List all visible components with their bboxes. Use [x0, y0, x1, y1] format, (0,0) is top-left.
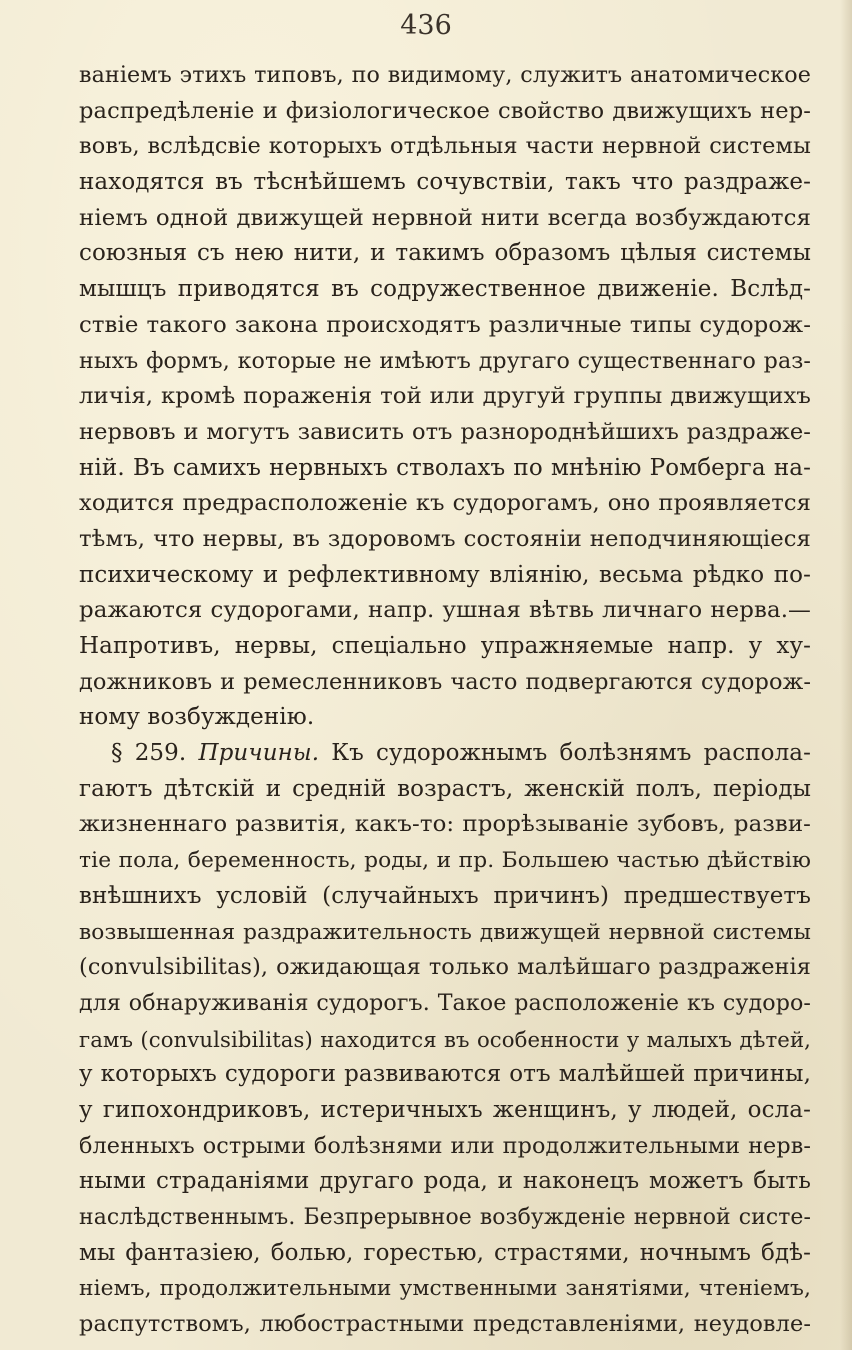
body-text — [79, 58, 811, 1343]
text-line: личiя, кромѣ пораженiя той или другуй группы движущихъ — [79, 383, 811, 410]
text-line: гамъ (convulsibilitas) находится въ особенности у малыхъ дѣтей, — [79, 1026, 811, 1052]
text-line: распутствомъ, любострастными представленiями, неудовле- — [79, 1311, 811, 1338]
text-line: тѣмъ, что нервы, въ здоровомъ состоянiи неподчиняющiеся — [79, 525, 811, 552]
text-line: вовъ, вслѣдсвiе которыхъ отдѣльныя части нервной системы — [79, 133, 811, 160]
text-line: Напротивъ, нервы, спецiально упражняемые напр. у ху- — [79, 633, 811, 659]
text-line: нiемъ одной движущей нервной нити всегда возбуждаются — [79, 204, 811, 231]
text-line: дожниковъ и ремесленниковъ часто подвергаются судорож- — [79, 668, 811, 695]
page-number: 436 — [400, 10, 452, 41]
text-line: (convulsibilitas), ожидающая только малѣйшаго раздраженiя — [79, 954, 811, 981]
text-line: возвышенная раздражительность движущей нервной системы — [79, 919, 811, 945]
text-line: внѣшнихъ условiй (случайныхъ причинъ) предшествуетъ — [79, 882, 811, 909]
page-edge-shadow — [840, 0, 852, 1350]
text-line: гаютъ дѣтскiй и среднiй возрастъ, женскiй полъ, перiоды — [79, 775, 811, 802]
section-heading: Причины. — [198, 740, 320, 767]
section-first-line-text: Къ судорожнымъ болѣзнямъ распола- — [331, 740, 811, 767]
text-line: для обнаруживанiя судорогъ. Такое расположенiе къ судоро- — [79, 989, 811, 1016]
text-line: ствiе такого закона происходятъ различные типы судорож- — [79, 311, 811, 338]
text-line: ванiемъ этихъ типовъ, по видимому, служитъ анатомическое — [79, 62, 811, 88]
text-line: ражаются судорогами, напр. ушная вѣтвь личнаго нерва.— — [79, 597, 811, 624]
text-line: нiй. Въ самихъ нервныхъ стволахъ по мнѣнiю Ромберга на- — [79, 454, 811, 481]
text-line: ходится предрасположенiе къ судорогамъ, оно проявляется — [79, 490, 811, 517]
text-line: союзныя съ нею нити, и такимъ образомъ цѣлыя системы — [79, 240, 811, 267]
text-line: распредѣленiе и физiологическое свойство движущихъ нер- — [79, 97, 811, 124]
text-line: ныхъ формъ, которые не имѣютъ другаго существеннаго раз- — [79, 347, 811, 374]
section-number: § 259. — [111, 740, 187, 767]
text-line: у гипохондриковъ, истеричныхъ женщинъ, у людей, осла- — [79, 1096, 811, 1123]
text-line: мы фантазiею, болью, горестью, страстями, ночнымъ бдѣ- — [79, 1239, 811, 1266]
text-line: тiе пола, беременность, роды, и пр. Большею частью дѣйствiю — [79, 848, 811, 874]
text-line: наслѣдственнымъ. Безпрерывное возбужденiе нервной систе- — [79, 1205, 811, 1230]
text-line: у которыхъ судороги развиваются отъ малѣйшей причины, — [79, 1061, 811, 1088]
text-line: психическому и рефлективному влiянiю, весьма рѣдко по- — [79, 561, 811, 588]
text-line: жизненнаго развитiя, какъ-то: прорѣзыванiе зубовъ, разви- — [79, 811, 811, 838]
text-line: нервовъ и могутъ зависить отъ разнороднѣйшихъ раздраже- — [79, 418, 811, 445]
text-line: ными страданiями другаго рода, и наконецъ можетъ быть — [79, 1168, 811, 1195]
paragraph-end-line: ному возбужденiю. — [79, 704, 315, 731]
text-line: нiемъ, продолжительными умственными занятiями, чтенiемъ, — [79, 1276, 811, 1302]
text-line: бленныхъ острыми болѣзнями или продолжительными нерв- — [79, 1132, 811, 1159]
section-first-line — [79, 736, 811, 772]
text-line: мышцъ приводятся въ содружественное движенiе. Вслѣд- — [79, 276, 811, 303]
text-line: находятся въ тѣснѣйшемъ сочувствiи, такъ что раздраже- — [79, 169, 811, 196]
